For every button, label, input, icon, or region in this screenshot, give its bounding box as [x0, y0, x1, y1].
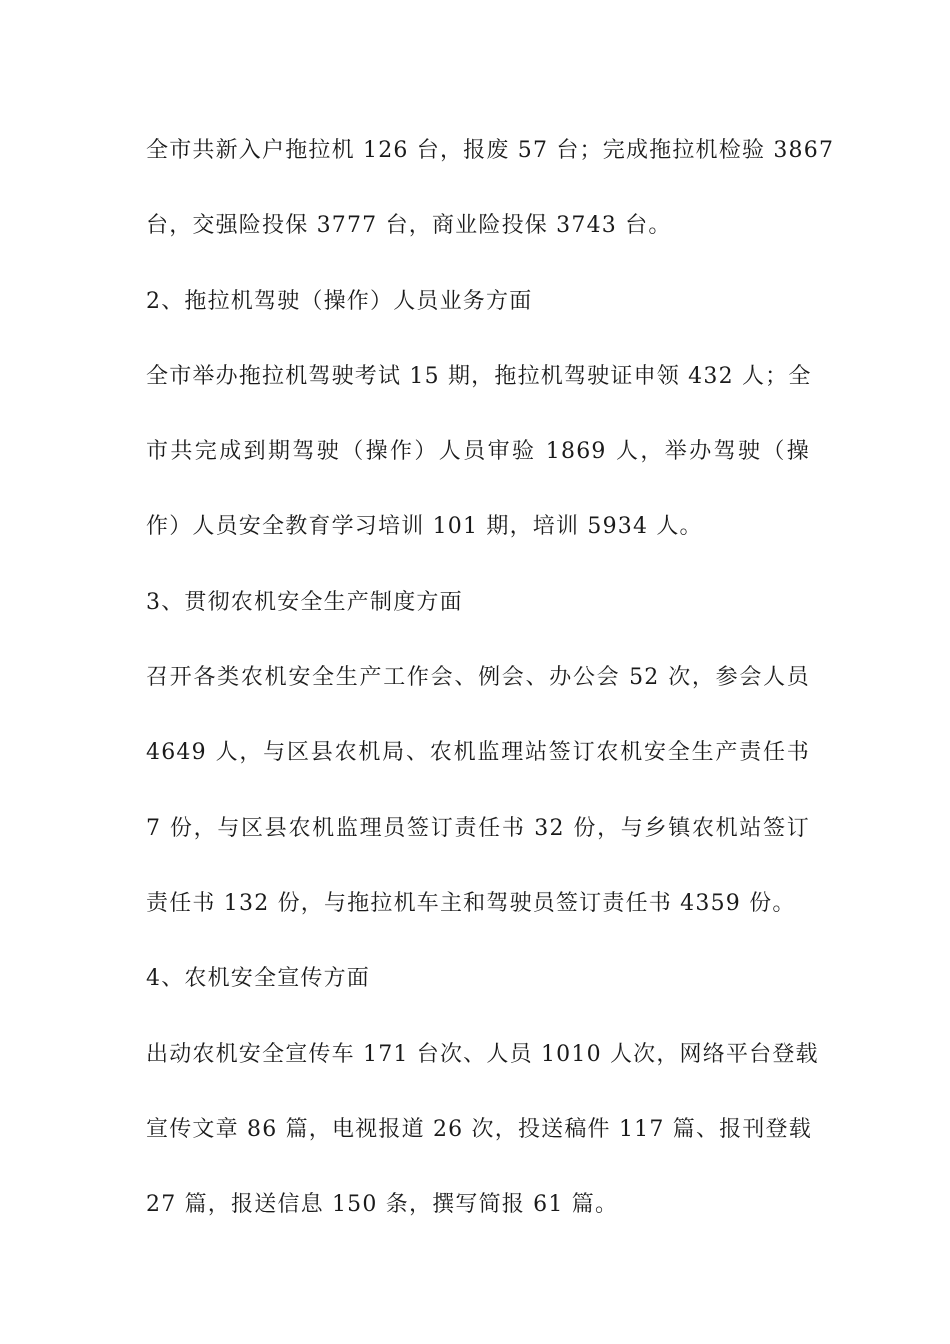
section-heading: 4、农机安全宣传方面 — [146, 966, 370, 992]
section-heading: 3、贯彻农机安全生产制度方面 — [146, 589, 463, 615]
text-line: 台，交强险投保 3777 台，商业险投保 3743 台。 — [146, 213, 672, 239]
text-line: 作）人员安全教育学习培训 101 期，培训 5934 人。 — [146, 514, 703, 540]
text-line: 出动农机安全宣传车 171 台次、人员 1010 人次，网络平台登载 — [146, 1041, 819, 1067]
text-line: 7 份，与区县农机监理员签订责任书 32 份，与乡镇农机站签订 — [146, 815, 810, 841]
text-line: 4649 人，与区县农机局、农机监理站签订农机安全生产责任书 — [146, 740, 810, 766]
text-line: 宣传文章 86 篇，电视报道 26 次，投送稿件 117 篇、报刊登载 — [146, 1116, 812, 1142]
text-line: 全市共新入户拖拉机 126 台，报废 57 台；完成拖拉机检验 3867 — [146, 138, 835, 163]
text-line: 市共完成到期驾驶（操作）人员审验 1869 人，举办驾驶（操 — [146, 439, 810, 465]
text-line: 27 篇，报送信息 150 条，撰写简报 61 篇。 — [146, 1192, 619, 1218]
text-line: 全市举办拖拉机驾驶考试 15 期，拖拉机驾驶证申领 432 人；全 — [146, 363, 812, 389]
text-line: 责任书 132 份，与拖拉机车主和驾驶员签订责任书 4359 份。 — [146, 890, 796, 916]
text-line: 召开各类农机安全生产工作会、例会、办公会 52 次，参会人员 — [146, 665, 810, 691]
document-body — [146, 127, 835, 1256]
section-heading: 2、拖拉机驾驶（操作）人员业务方面 — [146, 288, 533, 314]
